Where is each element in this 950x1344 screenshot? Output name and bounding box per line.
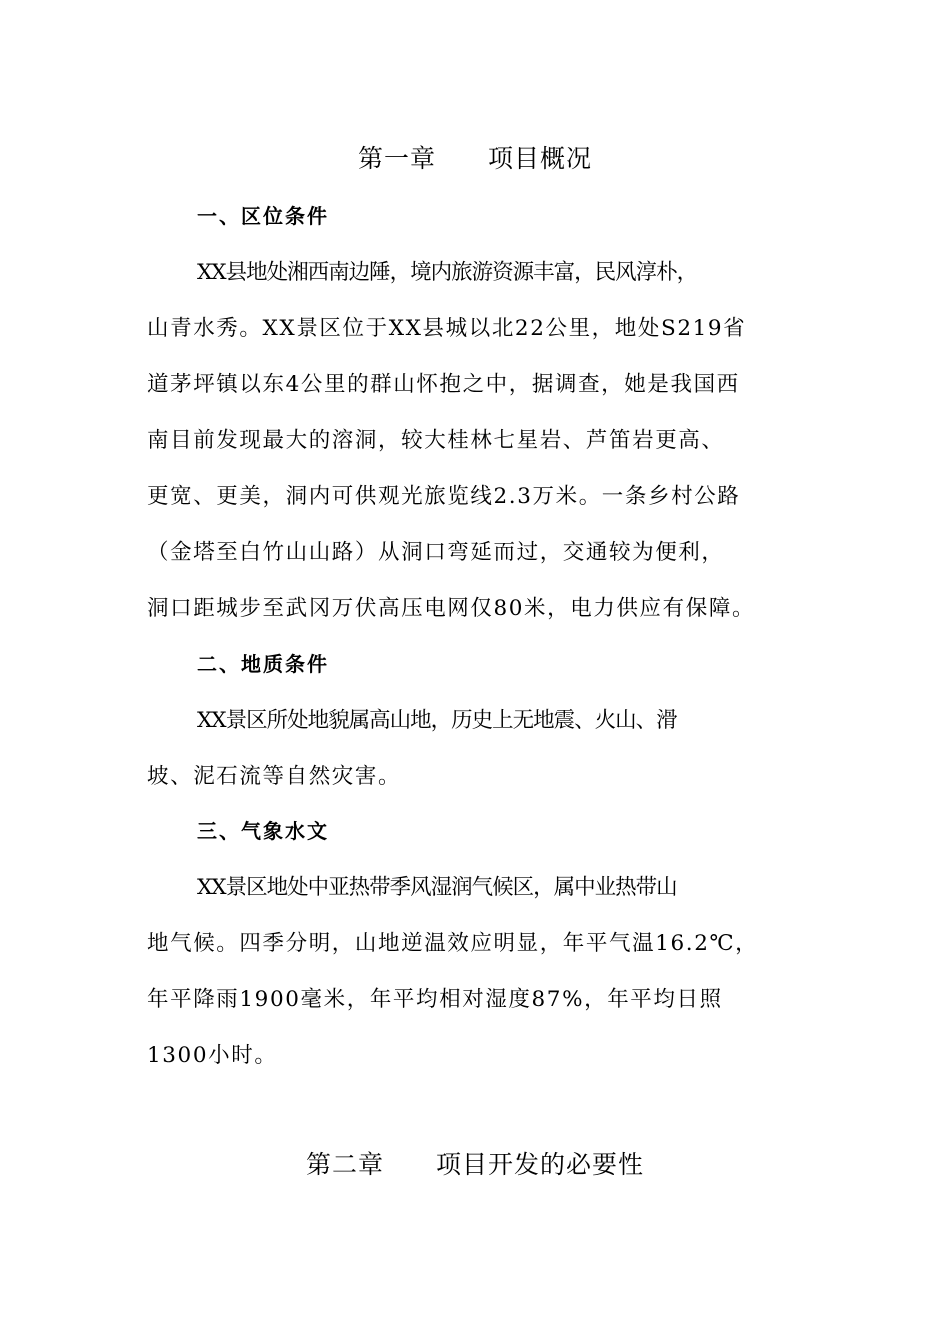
paragraph-line: XX县地处湘西南边陲，境内旅游资源丰富，民风淳朴，	[197, 260, 698, 285]
paragraph-line: 洞口距城步至武冈万伏高压电网仅80米，电力供应有保障。	[147, 596, 756, 621]
paragraph-line: XX景区地处中亚热带季风湿润气候区，属中业热带山	[197, 875, 677, 900]
paragraph-line: 年平降雨1900毫米，年平均相对湿度87%，年平均日照	[147, 987, 723, 1012]
paragraph-line: XX景区所处地貌属高山地，历史上无地震、火山、滑	[197, 708, 677, 733]
paragraph-line: 南目前发现最大的溶洞，较大桂林七星岩、芦笛岩更高、	[147, 428, 725, 453]
paragraph-line: 坡、泥石流等自然灾害。	[147, 764, 402, 789]
chapter-2-title: 第二章 项目开发的必要性	[305, 1150, 644, 1179]
paragraph-line: 更宽、更美，洞内可供观光旅览线2.3万米。一条乡村公路	[147, 484, 741, 509]
section-2-heading: 二、地质条件	[197, 652, 329, 676]
paragraph-line: 地气候。四季分明，山地逆温效应明显，年平气温16.2℃，	[147, 931, 759, 956]
section-1-heading: 一、区位条件	[197, 204, 329, 228]
paragraph-line: 山青水秀。XX景区位于XX县城以北22公里，地处S219省	[147, 316, 747, 341]
chapter-1-title: 第一章 项目概况	[357, 144, 592, 173]
paragraph-line: 1300小时。	[147, 1043, 278, 1068]
paragraph-line: 道茅坪镇以东4公里的群山怀抱之中，据调查，她是我国西	[147, 372, 740, 397]
paragraph-line: （金塔至白竹山山路）从洞口弯延而过，交通较为便利，	[147, 540, 725, 565]
section-3-heading: 三、气象水文	[197, 819, 329, 843]
